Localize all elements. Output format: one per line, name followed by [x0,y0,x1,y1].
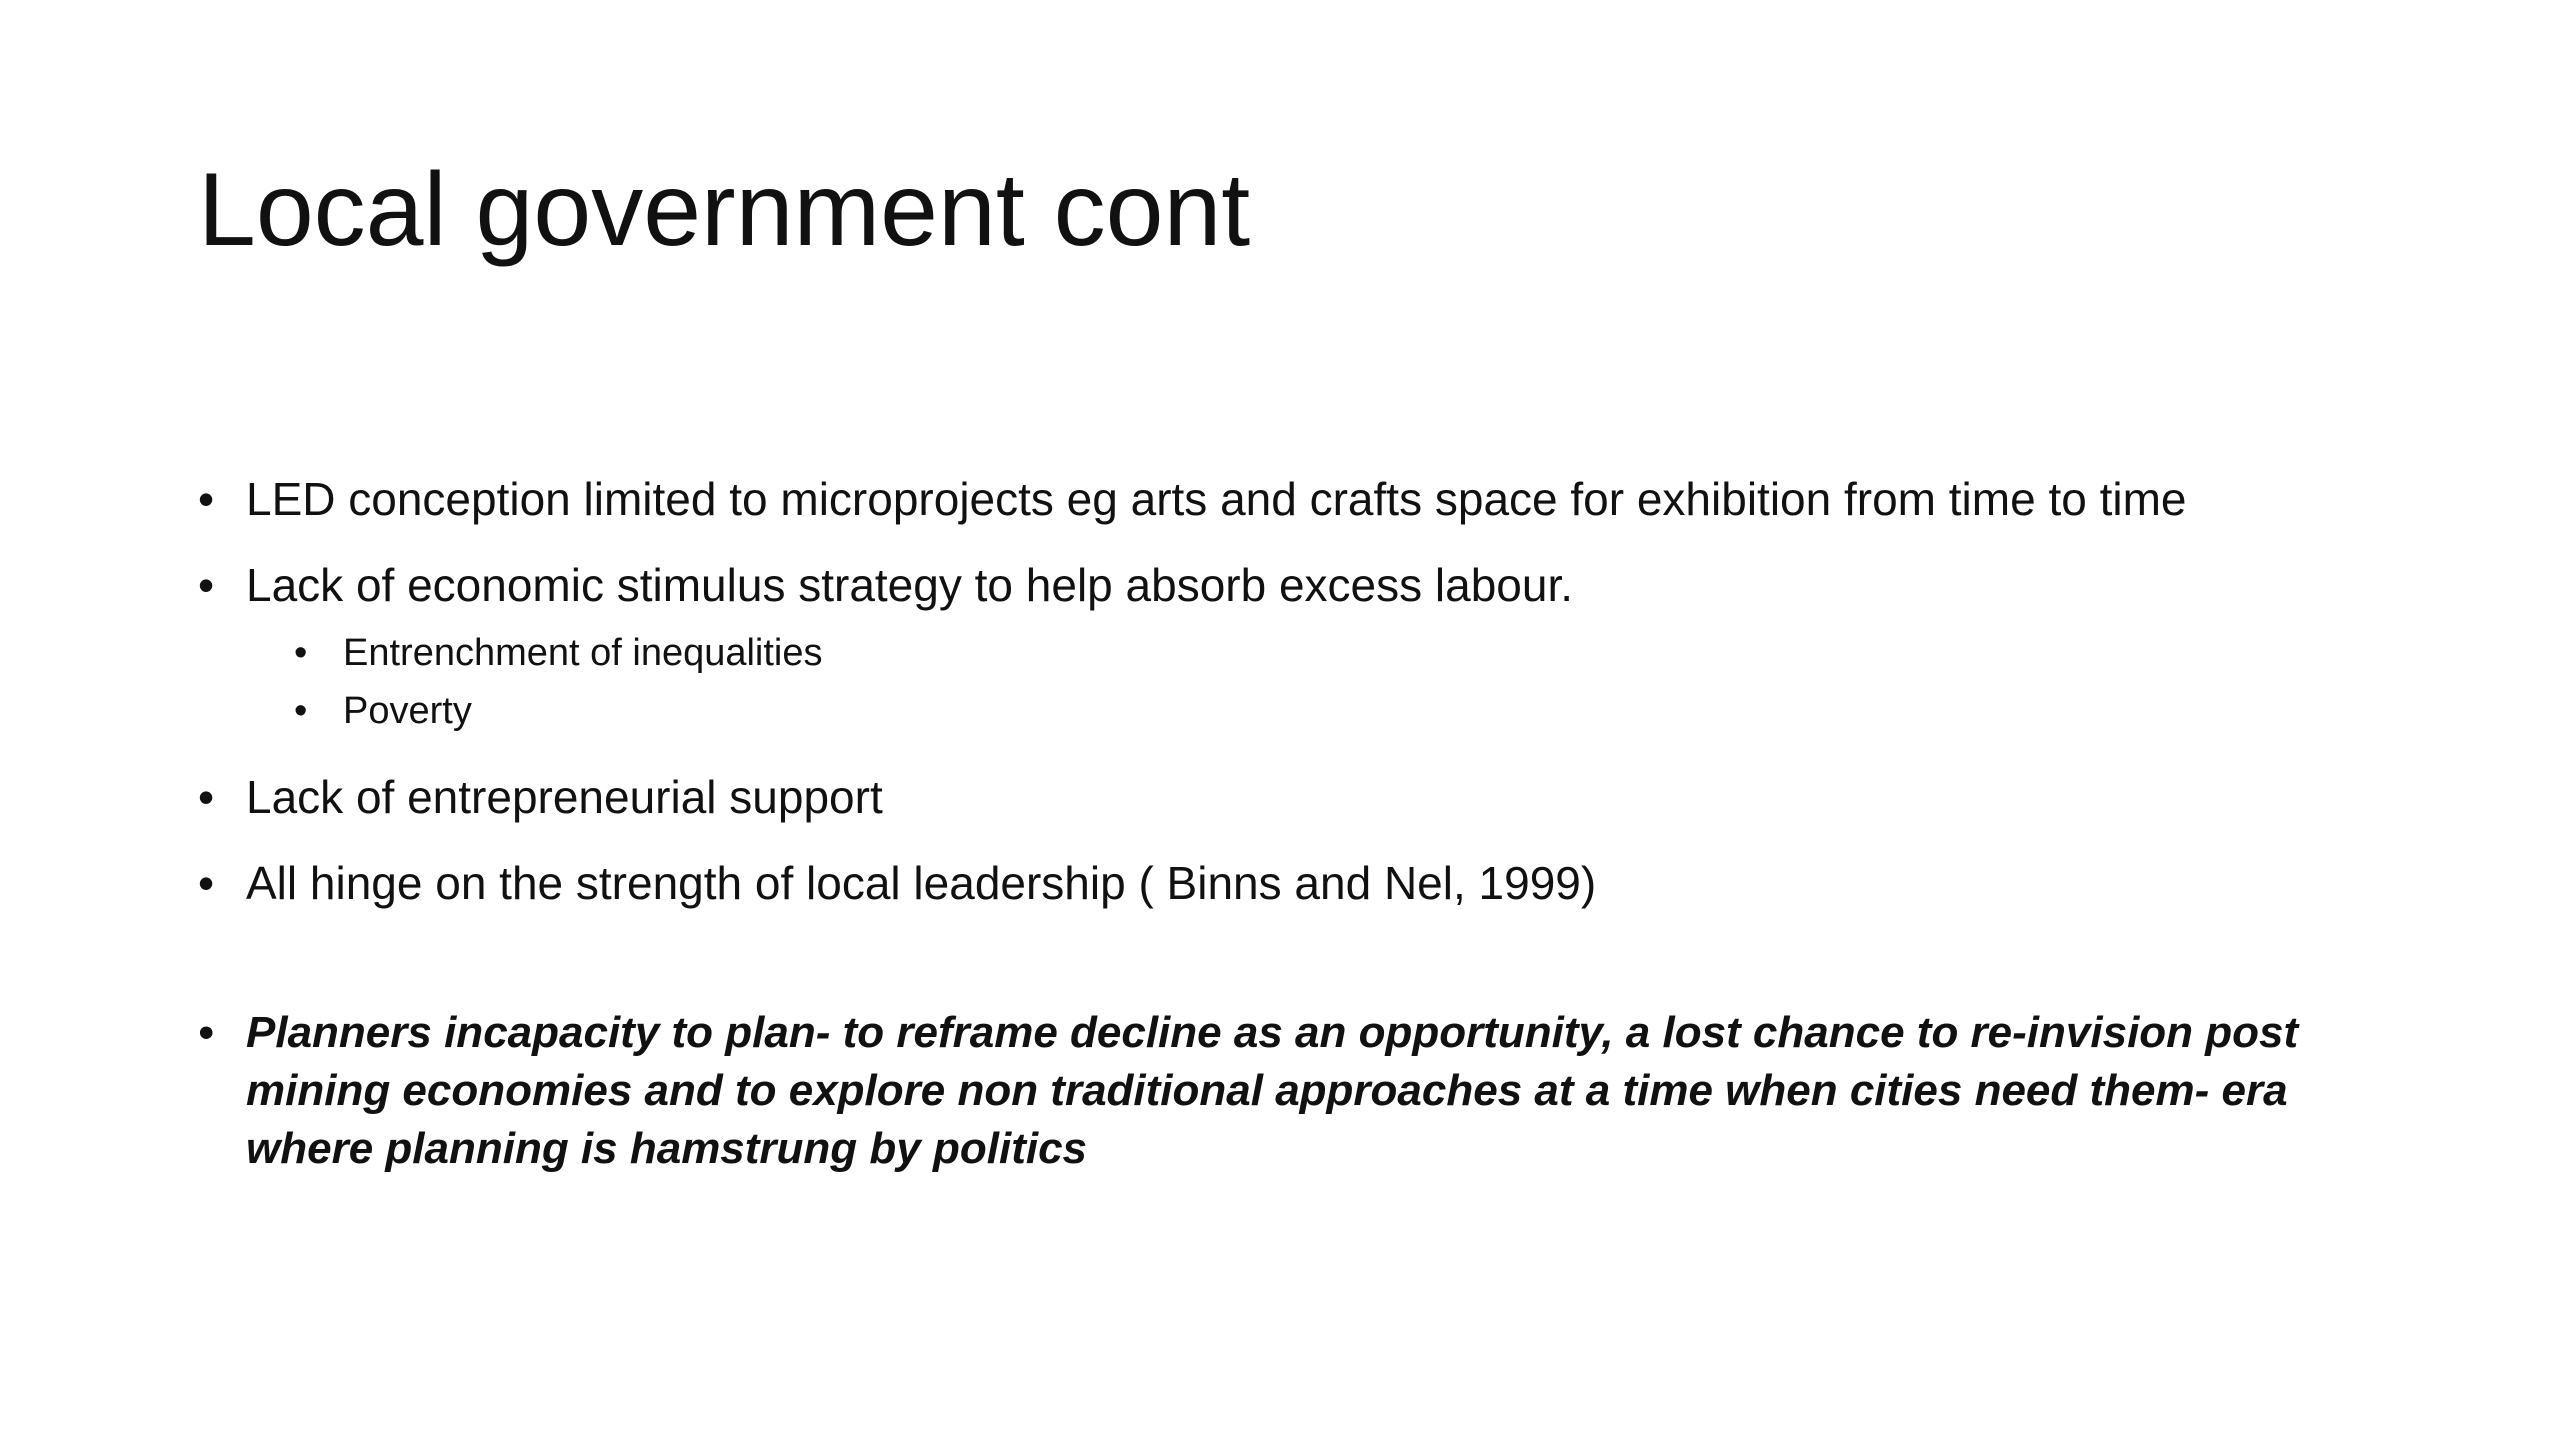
bullet-item-emphasis [198,1004,2346,1178]
sub-bullet-item [198,682,2458,740]
sub-bullet-text: Entrenchment of inequalities [343,632,823,674]
bullet-glyph: • [198,771,215,823]
bullet-item [198,768,2458,826]
bullet-glyph: • [198,559,215,611]
slide-title: Local government cont [198,152,1251,268]
sub-bullet-item [198,624,2458,682]
bullet-text: Lack of economic stimulus strategy to help absorb excess labour. [246,559,1574,611]
bullet-item [198,470,2458,528]
bullet-item [198,556,2458,614]
bullet-item [198,854,2458,912]
bullet-text: All hinge on the strength of local leadership ( Binns and Nel, 1999) [246,857,1597,909]
slide-content [198,470,2458,1206]
bullet-text: LED conception limited to microprojects eg arts and crafts space for exhibition from time to time [246,473,2187,525]
sub-bullet-glyph: • [294,690,308,732]
sub-bullet-glyph: • [294,632,308,674]
sub-bullet-text: Poverty [343,690,472,732]
bullet-text: Lack of entrepreneurial support [246,771,883,823]
bullet-text: Planners incapacity to plan- to reframe decline as an opportunity, a lost chance to re-invision post mining economies and to explore non traditional approaches at a time when cities need them- era where planning is hamstrung by politics [246,1008,2299,1173]
bullet-glyph: • [198,1008,214,1057]
bullet-glyph: • [198,473,215,525]
sub-bullet-list [198,624,2458,740]
bullet-glyph: • [198,857,215,909]
